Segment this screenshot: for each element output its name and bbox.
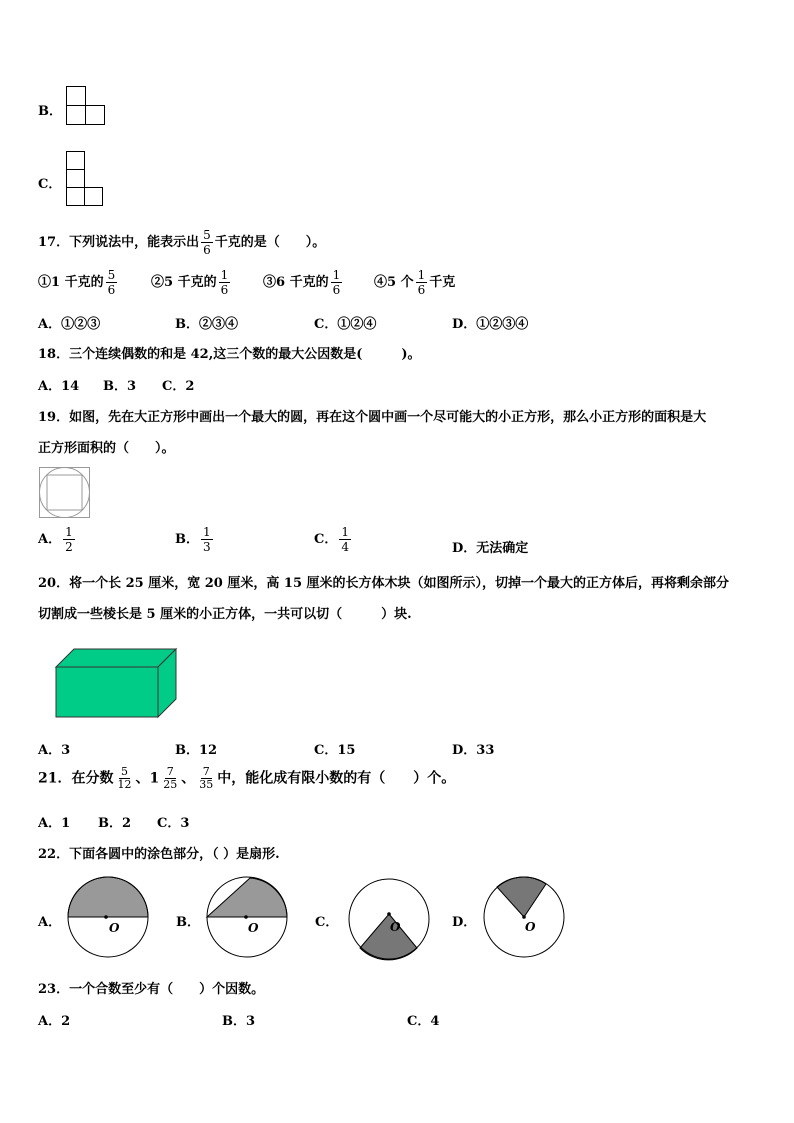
fraction-denominator: 6 bbox=[220, 283, 229, 297]
q21-stem-tail: 中，能化成有限小数的有（ ）个。 bbox=[217, 770, 456, 787]
fraction-numerator: 1 bbox=[203, 525, 211, 539]
fraction-denominator: 2 bbox=[65, 540, 73, 554]
q20-option-c[interactable]: C．15 bbox=[314, 743, 356, 758]
center-label-o: O bbox=[390, 920, 401, 934]
q17-stem-fraction bbox=[201, 228, 213, 257]
fraction-numerator: 7 bbox=[202, 765, 210, 778]
q20-cuboid-figure bbox=[55, 648, 177, 720]
q21-separator-2: 、 bbox=[181, 770, 196, 787]
q17-option-c[interactable]: C．①②④ bbox=[314, 317, 377, 332]
q21-fraction-2 bbox=[161, 766, 179, 791]
q20-option-d[interactable]: D．33 bbox=[452, 743, 495, 758]
statement-text: ③6 千克的 bbox=[263, 275, 329, 290]
q17-statement-1 bbox=[38, 268, 119, 297]
q19-option-b[interactable] bbox=[175, 525, 215, 554]
statement-text: ④5 个 bbox=[374, 275, 414, 290]
center-label-o: O bbox=[525, 920, 536, 934]
statement-fraction bbox=[331, 268, 343, 297]
q22-option-c-label[interactable]: C． bbox=[315, 915, 339, 930]
option-fraction bbox=[201, 525, 213, 554]
q22-option-d-label[interactable]: D． bbox=[452, 915, 477, 930]
q17-statement-3 bbox=[263, 268, 344, 297]
q18-option-c[interactable]: C．2 bbox=[162, 379, 195, 394]
q17-statement-2 bbox=[151, 268, 232, 297]
statement-text: ①1 千克的 bbox=[38, 275, 104, 290]
q20-option-b[interactable]: B．12 bbox=[175, 743, 218, 758]
fraction-denominator: 6 bbox=[107, 283, 116, 297]
q21-stem-text: 21．在分数 bbox=[38, 770, 114, 787]
fraction-numerator: 5 bbox=[120, 765, 128, 778]
q19-stem-line1: 19．如图，先在大正方形中画出一个最大的圆，再在这个圆中画一个尽可能大的小正方形，那么小正方形的面积是大 bbox=[38, 410, 707, 425]
option-fraction bbox=[63, 525, 75, 554]
q16-option-c-label: C． bbox=[38, 177, 62, 192]
q18-stem: 18．三个连续偶数的和是 42,这三个数的最大公因数是( )。 bbox=[38, 347, 421, 362]
fraction-denominator: 12 bbox=[117, 778, 132, 791]
statement-tail: 千克 bbox=[429, 275, 456, 290]
q21-separator-1: 、1 bbox=[135, 770, 160, 787]
fraction-denominator: 25 bbox=[163, 778, 178, 791]
statement-fraction bbox=[106, 268, 118, 297]
q17-stem bbox=[38, 228, 325, 257]
fraction-denominator: 6 bbox=[332, 283, 341, 297]
fraction-numerator: 7 bbox=[166, 765, 174, 778]
q22-option-a-label[interactable]: A． bbox=[38, 915, 62, 930]
q19-option-d[interactable]: D．无法确定 bbox=[452, 541, 529, 556]
q22-option-b-circle bbox=[206, 877, 288, 959]
center-label-o: O bbox=[109, 921, 120, 935]
fraction-denominator: 3 bbox=[203, 540, 211, 554]
q17-stem-tail: 千克的是（ ）。 bbox=[214, 235, 326, 250]
fraction-denominator: 6 bbox=[417, 283, 426, 297]
option-label: C． bbox=[314, 532, 338, 547]
q21-stem bbox=[38, 766, 455, 791]
q20-option-a[interactable]: A．3 bbox=[38, 743, 71, 758]
q19-stem-line2: 正方形面积的（ ）。 bbox=[38, 441, 175, 456]
fraction-numerator: 5 bbox=[203, 228, 211, 242]
statement-fraction bbox=[416, 268, 428, 297]
q23-option-a[interactable]: A．2 bbox=[38, 1014, 71, 1029]
fraction-numerator: 5 bbox=[107, 268, 116, 282]
q17-option-d[interactable]: D．①②③④ bbox=[452, 317, 529, 332]
q18-option-a[interactable]: A．14 bbox=[38, 379, 80, 394]
q17-option-b[interactable]: B．②③④ bbox=[175, 317, 238, 332]
q22-option-a-circle bbox=[67, 877, 149, 959]
q22-option-d-circle bbox=[483, 877, 565, 959]
q16-option-c-figure bbox=[66, 151, 106, 211]
fraction-numerator: 1 bbox=[417, 268, 426, 282]
statement-fraction bbox=[219, 268, 231, 297]
q19-option-c[interactable] bbox=[314, 525, 353, 554]
q16-option-b-figure bbox=[66, 86, 106, 126]
option-fraction bbox=[339, 525, 351, 554]
fraction-denominator: 6 bbox=[203, 243, 211, 257]
q16-option-b-label: B． bbox=[38, 104, 62, 119]
q17-stem-text: 17．下列说法中，能表示出 bbox=[38, 235, 200, 250]
fraction-numerator: 1 bbox=[65, 525, 73, 539]
q20-stem-line2: 切割成一些棱长是 5 厘米的小正方体，一共可以切（ ）块. bbox=[38, 607, 412, 622]
q21-option-c[interactable]: C．3 bbox=[157, 816, 190, 831]
q19-square-circle-figure bbox=[39, 467, 91, 519]
fraction-denominator: 4 bbox=[341, 540, 349, 554]
q17-option-a[interactable]: A．①②③ bbox=[38, 317, 101, 332]
q23-option-b[interactable]: B．3 bbox=[222, 1014, 256, 1029]
q22-stem: 22．下面各圆中的涂色部分，（ ）是扇形. bbox=[38, 847, 280, 862]
q20-stem-line1: 20．将一个长 25 厘米，宽 20 厘米，高 15 厘米的长方体木块（如图所示），切掉一个最大的正方体后，再将剩余部分 bbox=[38, 576, 730, 591]
q18-option-b[interactable]: B．3 bbox=[103, 379, 137, 394]
q22-option-c-circle bbox=[348, 879, 430, 961]
center-label-o: O bbox=[248, 921, 259, 935]
q21-option-b[interactable]: B．2 bbox=[98, 816, 132, 831]
option-label: A． bbox=[38, 532, 62, 547]
q21-option-a[interactable]: A．1 bbox=[38, 816, 71, 831]
fraction-numerator: 1 bbox=[220, 268, 229, 282]
q21-fraction-1 bbox=[115, 766, 133, 791]
q23-option-c[interactable]: C．4 bbox=[407, 1014, 440, 1029]
q19-option-a[interactable] bbox=[38, 525, 77, 554]
q21-fraction-3 bbox=[197, 766, 215, 791]
q22-option-b-label[interactable]: B． bbox=[176, 915, 200, 930]
q23-stem: 23．一个合数至少有（ ）个因数。 bbox=[38, 982, 265, 997]
q17-statement-4 bbox=[374, 268, 455, 297]
fraction-numerator: 1 bbox=[341, 525, 349, 539]
fraction-denominator: 35 bbox=[199, 778, 214, 791]
option-label: B． bbox=[175, 532, 199, 547]
fraction-numerator: 1 bbox=[332, 268, 341, 282]
statement-text: ②5 千克的 bbox=[151, 275, 217, 290]
